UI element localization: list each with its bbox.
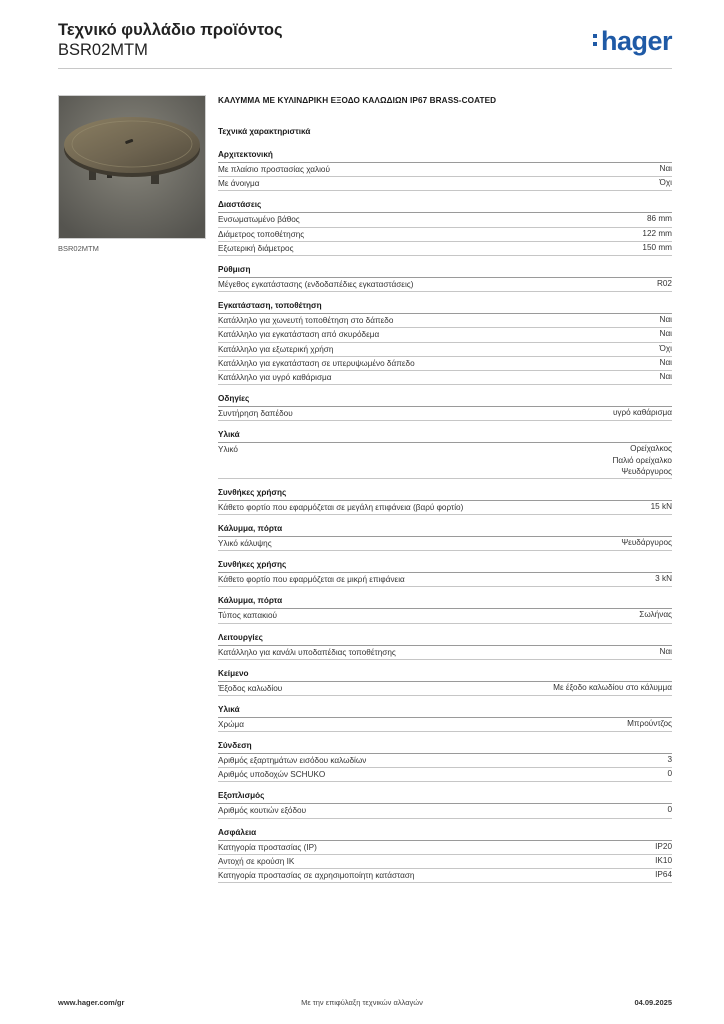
section-title: Συνθήκες χρήσης (218, 488, 672, 501)
spec-label: Χρώμα (218, 719, 244, 729)
spec-label: Κατάλληλο για κανάλι υποδαπέδιας τοποθέτησης (218, 647, 396, 657)
spec-section (218, 394, 672, 421)
spec-value-line: 3 kN (655, 574, 672, 584)
product-title: ΚΑΛΥΜΜΑ ΜΕ ΚΥΛΙΝΔΡΙΚΗ ΕΞΟΔΟ ΚΑΛΩΔΙΩΝ IP67 BRASS-COATED (218, 96, 497, 105)
spec-label: Μέγεθος εγκατάστασης (ενδοδαπέδιες εγκαταστάσεις) (218, 279, 414, 289)
spec-value-line: IK10 (655, 855, 672, 865)
spec-value-line: 86 mm (646, 214, 672, 224)
spec-section (218, 265, 672, 292)
spec-value (655, 855, 672, 868)
spec-row (218, 177, 672, 191)
spec-value-line: Ναι (659, 357, 672, 367)
spec-section (218, 741, 672, 782)
spec-row (218, 278, 672, 292)
spec-row (218, 754, 672, 768)
spec-value-line: Ναι (659, 315, 672, 325)
logo-dots-icon (593, 34, 597, 50)
floor-box-cover-icon (59, 96, 205, 238)
footer-date: 04.09.2025 (634, 998, 672, 1007)
spec-row (218, 357, 672, 371)
spec-section (218, 301, 672, 385)
section-title: Εγκατάσταση, τοποθέτηση (218, 301, 672, 314)
section-title: Εξοπλισμός (218, 791, 672, 804)
spec-label: Κάθετο φορτίο που εφαρμόζεται σε μικρή επιφάνεια (218, 575, 405, 585)
spec-value (660, 163, 672, 176)
spec-value-line: 0 (667, 769, 672, 779)
spec-value-line: Μπρούντζος (627, 718, 672, 728)
spec-value-line: Όχι (659, 178, 672, 188)
section-title: Αρχιτεκτονική (218, 150, 672, 163)
spec-label: Ενσωματωμένο βάθος (218, 215, 300, 225)
hager-logo (601, 26, 672, 57)
spec-value-line: Όχι (659, 343, 672, 353)
spec-label: Με άνοιγμα (218, 179, 260, 189)
spec-value-line: Ναι (659, 646, 672, 656)
spec-value (642, 228, 672, 241)
spec-value (647, 213, 672, 226)
spec-value (667, 804, 672, 817)
spec-section (218, 791, 672, 818)
spec-value (612, 443, 672, 478)
spec-row (218, 869, 672, 883)
spec-value (553, 682, 672, 695)
spec-section (218, 596, 672, 623)
spec-section (218, 150, 672, 191)
spec-value (655, 573, 672, 586)
spec-row (218, 343, 672, 357)
spec-row (218, 328, 672, 342)
spec-label: Κατηγορία προστασίας (IP) (218, 842, 317, 852)
spec-value-line: 150 mm (642, 242, 672, 252)
spec-value-line: IP64 (655, 870, 672, 879)
section-title: Ασφάλεια (218, 828, 672, 841)
spec-row (218, 573, 672, 587)
image-caption: BSR02MTM (58, 244, 99, 253)
spec-label: Με πλαίσιο προστασίας χαλιού (218, 165, 330, 174)
spec-value-line: Παλιό ορείχαλκο (612, 455, 672, 465)
spec-label: Αριθμός υποδοχών SCHUKO (218, 770, 326, 780)
spec-row (218, 213, 672, 227)
spec-label: Έξοδος καλωδίου (218, 683, 283, 693)
spec-row (218, 609, 672, 623)
spec-section (218, 705, 672, 732)
spec-label: Αντοχή σε κρούση IK (218, 856, 295, 866)
section-title: Κάλυμμα, πόρτα (218, 596, 672, 609)
spec-label: Κατάλληλο για εγκατάσταση από σκυρόδεμα (218, 330, 380, 340)
spec-label: Αριθμός εξαρτημάτων εισόδου καλωδίων (218, 756, 367, 766)
spec-row (218, 537, 672, 551)
section-title: Λειτουργίες (218, 633, 672, 646)
footer-notice: Με την επιφύλαξη τεχνικών αλλαγών (301, 998, 423, 1007)
product-image (58, 95, 206, 239)
spec-content (218, 96, 672, 892)
spec-value (667, 754, 672, 767)
spec-value (660, 314, 672, 327)
section-title: Ρύθμιση (218, 265, 672, 278)
document-title: Τεχνικό φυλλάδιο προϊόντος (58, 21, 283, 39)
tech-heading: Τεχνικά χαρακτηριστικά (218, 127, 311, 136)
spec-value-line: υγρό καθάρισμα (612, 408, 672, 418)
spec-section (218, 488, 672, 515)
document-header (58, 20, 283, 60)
spec-label: Κατηγορία προστασίας σε αχρησιμοποίητη κατάσταση (218, 871, 415, 880)
spec-value-line: Ναι (659, 371, 672, 381)
spec-value (613, 407, 672, 420)
spec-row (218, 443, 672, 479)
spec-value-line: Ψευδάργυρος (621, 467, 672, 477)
spec-value (627, 718, 672, 731)
spec-label: Υλικό (218, 445, 238, 455)
spec-section (218, 828, 672, 884)
spec-row (218, 841, 672, 855)
spec-section (218, 430, 672, 479)
spec-value-line: IP20 (655, 841, 672, 851)
spec-value (621, 537, 672, 550)
spec-value (657, 278, 672, 291)
spec-row (218, 371, 672, 385)
spec-label: Κατάλληλο για χωνευτή τοποθέτηση στο δάπεδο (218, 316, 394, 326)
spec-value-line: 0 (667, 805, 672, 815)
section-title: Διαστάσεις (218, 200, 672, 213)
section-title: Συνθήκες χρήσης (218, 560, 672, 573)
spec-section (218, 669, 672, 696)
spec-row (218, 314, 672, 328)
spec-row (218, 768, 672, 782)
spec-value (667, 768, 672, 781)
spec-row (218, 646, 672, 660)
spec-value (660, 371, 672, 384)
spec-sections (218, 150, 672, 883)
product-code: BSR02MTM (58, 41, 148, 59)
spec-value (660, 646, 672, 659)
spec-value-line: Ορείχαλκος (630, 444, 672, 454)
spec-row (218, 682, 672, 696)
spec-label: Κατάλληλο για εγκατάσταση σε υπερυψωμένο δάπεδο (218, 358, 415, 368)
spec-row (218, 163, 672, 177)
spec-row (218, 242, 672, 256)
section-title: Υλικά (218, 705, 672, 718)
spec-value-line: Σωλήνας (639, 610, 672, 620)
spec-label: Εξωτερική διάμετρος (218, 243, 294, 253)
spec-row (218, 407, 672, 421)
spec-value-line: Ναι (659, 329, 672, 339)
section-title: Κάλυμμα, πόρτα (218, 524, 672, 537)
spec-value-line: Ναι (659, 164, 672, 173)
spec-section (218, 524, 672, 551)
spec-value-line: 3 (667, 755, 672, 765)
spec-label: Υλικό κάλυψης (218, 538, 272, 548)
spec-value (651, 501, 672, 514)
spec-label: Αριθμός κουτιών εξόδου (218, 806, 307, 816)
spec-label: Διάμετρος τοποθέτησης (218, 229, 305, 239)
section-title: Οδηγίες (218, 394, 672, 407)
spec-row (218, 718, 672, 732)
spec-section (218, 633, 672, 660)
spec-value-line: Ψευδάργυρος (621, 537, 672, 547)
spec-value (660, 328, 672, 341)
spec-row (218, 501, 672, 515)
spec-value (660, 357, 672, 370)
spec-label: Συντήρηση δαπέδου (218, 409, 293, 419)
spec-value (655, 841, 672, 854)
section-title: Κείμενο (218, 669, 672, 682)
spec-value (660, 177, 672, 190)
logo-text: hager (600, 26, 672, 56)
section-title: Υλικά (218, 430, 672, 443)
spec-section (218, 200, 672, 256)
spec-row (218, 228, 672, 242)
spec-value-line: R02 (656, 278, 672, 288)
spec-label: Κατάλληλο για εξωτερική χρήση (218, 344, 334, 354)
spec-value-line: 15 kN (650, 501, 672, 511)
spec-section (218, 560, 672, 587)
spec-label: Κάθετο φορτίο που εφαρμόζεται σε μεγάλη επιφάνεια (βαρύ φορτίο) (218, 502, 464, 512)
header-divider (58, 68, 672, 69)
spec-label: Κατάλληλο για υγρό καθάρισμα (218, 372, 332, 382)
spec-value-line: Με έξοδο καλωδίου στο κάλυμμα (553, 682, 672, 692)
spec-value-line: 122 mm (642, 228, 672, 238)
spec-value (660, 343, 672, 356)
footer-website: www.hager.com/gr (58, 998, 125, 1007)
spec-row (218, 804, 672, 818)
spec-value (642, 242, 672, 255)
spec-value (655, 869, 672, 882)
spec-row (218, 855, 672, 869)
spec-label: Τύπος καπακιού (218, 611, 278, 621)
section-title: Σύνδεση (218, 741, 672, 754)
spec-value (639, 609, 672, 622)
